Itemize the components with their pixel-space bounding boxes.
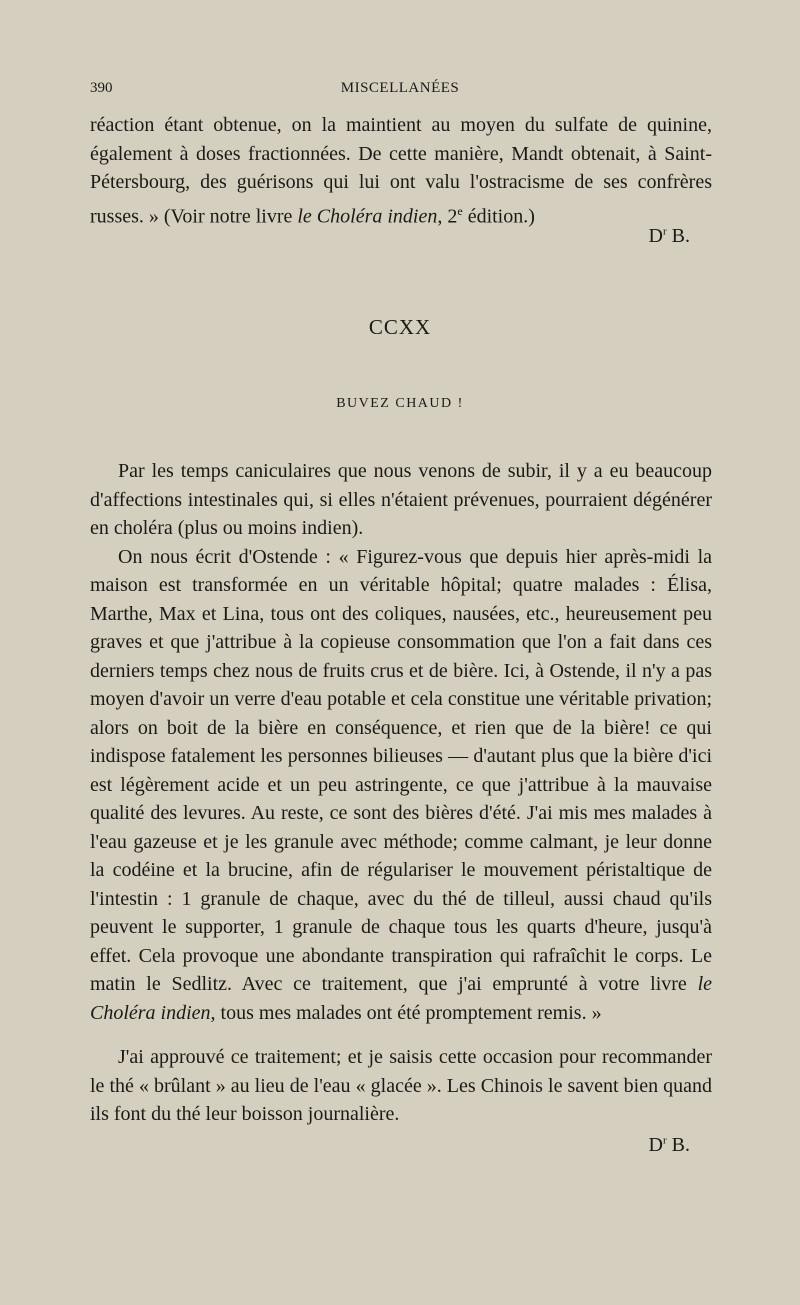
paragraph-1: Par les temps caniculaires que nous venons de subir, il y a eu beaucoup d'affections intestinales qui, si elles n'étaient prévenues, pourraient dégénérer en choléra (plus ou moins indien).: [90, 460, 712, 539]
signature-2-name: B.: [666, 1134, 690, 1156]
book-title-reference: le Choléra indien: [297, 205, 438, 228]
continued-paragraph: [90, 111, 712, 231]
page-number: 390: [90, 80, 113, 96]
signature-2-title-sup: r: [662, 1134, 667, 1147]
signature-title-sup: r: [662, 225, 667, 238]
article-title: BUVEZ CHAUD !: [336, 396, 464, 411]
signature-1: [649, 225, 690, 248]
running-title: MISCELLANÉES: [340, 80, 460, 96]
continued-text-c: édition.): [462, 205, 535, 228]
signature-2-title: D: [648, 1134, 663, 1156]
signature-name: B.: [666, 225, 690, 247]
signature-title: D: [648, 225, 663, 247]
continued-text-a: réaction étant obtenue, on la maintient au moyen du sulfate de quinine, également à doses fractionnées. De cette manière, Mandt obtenait, à Saint-Pétersbourg, des guérisons qui lui ont valu l'ostracisme de ses confrères russes. » (Voir notre livre: [90, 114, 712, 228]
paragraph-2: [90, 543, 712, 1028]
paragraph-2-text-b: tous mes malades ont été promptement remis. »: [215, 1001, 602, 1024]
paragraph-3: J'ai approuvé ce traitement; et je saisis cette occasion pour recommander le thé « brûlant » au lieu de l'eau « glacée ». Les Chinois le savent bien quand ils font du thé leur boisson journalière.: [90, 1046, 712, 1125]
book-title-reference-2: le Choléra indien,: [90, 973, 712, 1024]
article-body: [90, 457, 712, 1129]
article-number: CCXX: [368, 315, 432, 339]
running-header: [90, 80, 710, 100]
signature-2: [649, 1134, 690, 1157]
paragraph-2-text-a: On nous écrit d'Ostende : « Figurez-vous que depuis hier après-midi la maison est transformée en un véritable hôpital; quatre malades : Élisa, Marthe, Max et Lina, tous ont des coliques, nausées, etc., heureusement peu graves et que j'attribue à la copieuse consommation que l'on a fait dans ces derniers temps chez nous de fruits crus et de bière. Ici, à Ostende, il n'y a pas moyen d'avoir un verre d'eau potable et cela constitue une véritable privation; alors on boit de la bière en conséquence, et rien que de la bière! ce qui indispose fatalement les personnes bilieuses — d'autant plus que la bière d'ici est légèrement acide et un peu astringente, ce que j'attribue à la mauvaise qualité des levures. Au reste, ce sont des bières d'été. J'ai mis mes malades à l'eau gazeuse et je les granule avec méthode; comme calmant, je leur donne la codéine et la brucine, afin de régulariser le mouvement péristaltique de l'intestin : 1 granule de chaque, avec du thé de tilleul, aussi chaud qu'ils peuvent le supporter, 1 granule de chaque tous les quarts d'heure, jusqu'à effet. Cela provoque une abondante transpiration qui rafraîchit le corps. Le matin le Sedlitz. Avec ce traitement, que j'ai emprunté à votre livre: [90, 545, 712, 995]
edition-superscript: e: [457, 203, 463, 218]
continued-text-b: , 2: [437, 205, 458, 228]
